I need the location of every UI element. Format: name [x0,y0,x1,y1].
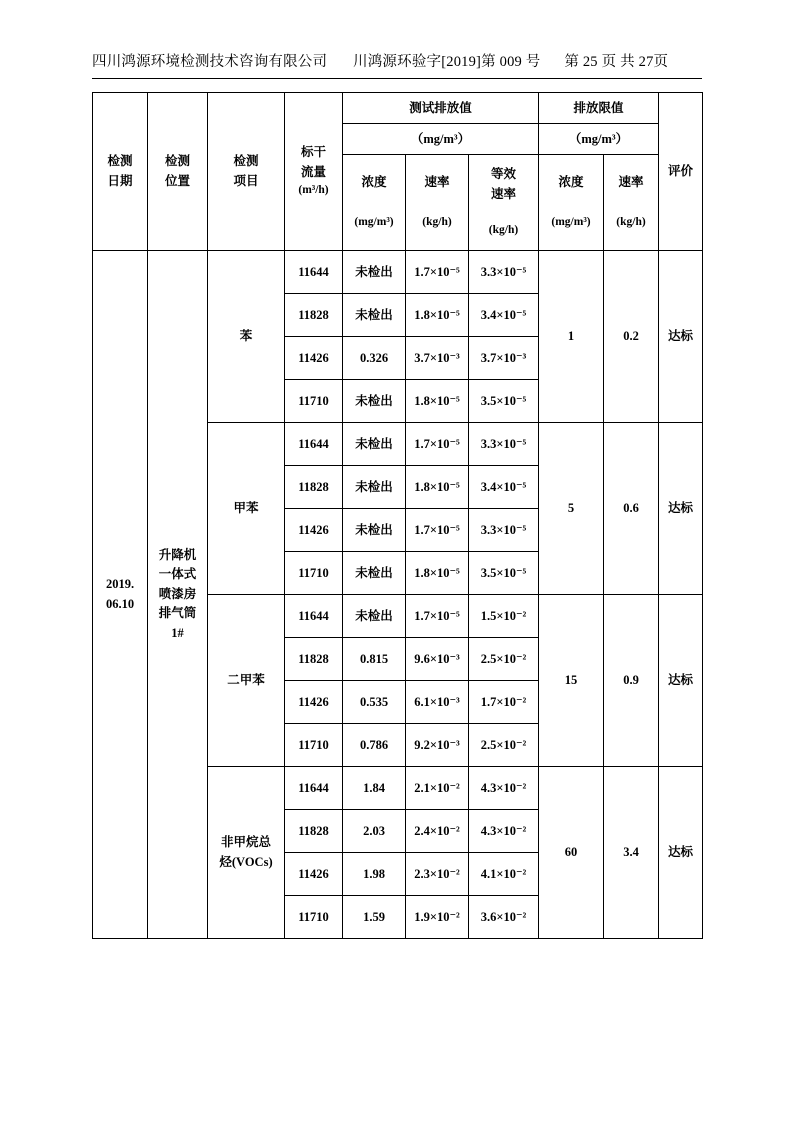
header-measured-group: 测试排放值 [343,93,539,124]
cell-rate: 1.8×10⁻⁵ [406,294,469,337]
header-measured-rate-unit: (kg/h) [422,216,452,229]
header-equivalent-rate-unit: (kg/h) [488,223,519,236]
cell-equiv-rate: 3.3×10⁻⁵ [469,251,539,294]
header-position [148,93,208,251]
header-limit-rate-label: 速率 [618,174,644,189]
cell-equiv-rate: 3.4×10⁻⁵ [469,294,539,337]
cell-equiv-rate: 3.5×10⁻⁵ [469,380,539,423]
cell-item-line-1: 二甲苯 [227,672,265,687]
cell-rate: 1.7×10⁻⁵ [406,423,469,466]
cell-rate: 6.1×10⁻³ [406,681,469,724]
header-limit-group-unit: （mg/m³） [539,124,659,155]
cell-flow: 11426 [285,509,343,552]
cell-limit-rate: 0.6 [604,423,659,595]
cell-conc: 1.84 [343,767,406,810]
header-flow-line2: 流量 [300,164,326,179]
cell-limit-rate: 0.2 [604,251,659,423]
cell-equiv-rate: 3.7×10⁻³ [469,337,539,380]
header-position-line1: 检测 [164,154,190,169]
header-date [93,93,148,251]
cell-conc: 未检出 [343,251,406,294]
cell-flow: 11828 [285,466,343,509]
cell-limit-conc: 5 [539,423,604,595]
cell-item-line-1: 苯 [239,328,253,343]
header-report-number: 川鸿源环验字[2019]第 009 号 [353,54,541,70]
cell-rate: 9.6×10⁻³ [406,638,469,681]
cell-date-line2: 06.10 [105,596,135,611]
cell-position-line-1: 升降机 [158,548,197,563]
header-limit-conc [539,155,604,251]
cell-flow: 11710 [285,896,343,939]
header-item-line1: 检测 [233,154,259,169]
cell-conc: 未检出 [343,423,406,466]
cell-rate: 1.7×10⁻⁵ [406,595,469,638]
header-limit-conc-unit: (mg/m³) [551,216,591,229]
cell-conc: 未检出 [343,380,406,423]
cell-conc: 0.815 [343,638,406,681]
cell-rate: 2.3×10⁻² [406,853,469,896]
cell-conc: 未检出 [343,509,406,552]
cell-equiv-rate: 3.5×10⁻⁵ [469,552,539,595]
cell-equiv-rate: 1.5×10⁻² [469,595,539,638]
table-row [93,251,703,294]
header-page-info: 第 25 页 共 27页 [564,54,669,70]
cell-rate: 3.7×10⁻³ [406,337,469,380]
cell-rate: 2.4×10⁻² [406,810,469,853]
table-body [93,251,703,939]
cell-position-line-5: 1# [171,625,184,640]
cell-limit-conc: 60 [539,767,604,939]
cell-conc: 未检出 [343,552,406,595]
cell-rate: 2.1×10⁻² [406,767,469,810]
cell-date [93,251,148,939]
cell-conc: 2.03 [343,810,406,853]
header-item [208,93,285,251]
cell-flow: 11426 [285,853,343,896]
header-date-line2: 日期 [107,173,133,188]
cell-rate: 1.8×10⁻⁵ [406,380,469,423]
cell-conc: 未检出 [343,294,406,337]
header-evaluation: 评价 [659,93,703,251]
cell-flow: 11426 [285,681,343,724]
header-date-line1: 检测 [107,154,133,169]
page-header [92,50,702,71]
cell-limit-conc: 15 [539,595,604,767]
cell-evaluation: 达标 [659,251,703,423]
cell-conc: 1.98 [343,853,406,896]
cell-position-line-3: 喷漆房 [158,586,197,601]
cell-conc: 0.326 [343,337,406,380]
cell-rate: 1.8×10⁻⁵ [406,552,469,595]
header-equivalent-rate-line1: 等效 [490,167,516,182]
header-flow-unit: (m³/h) [298,183,329,196]
cell-flow: 11426 [285,337,343,380]
cell-equiv-rate: 3.6×10⁻² [469,896,539,939]
cell-flow: 11710 [285,724,343,767]
cell-rate: 1.8×10⁻⁵ [406,466,469,509]
cell-conc: 未检出 [343,595,406,638]
header-divider [92,78,702,79]
cell-item [208,595,285,767]
cell-flow: 11828 [285,294,343,337]
header-limit-rate-unit: (kg/h) [616,216,646,229]
header-measured-conc-label: 浓度 [361,174,387,189]
cell-position [148,251,208,939]
header-measured-conc [343,155,406,251]
cell-flow: 11644 [285,423,343,466]
header-position-line2: 位置 [164,173,190,188]
cell-rate: 1.9×10⁻² [406,896,469,939]
cell-flow: 11644 [285,251,343,294]
cell-rate: 1.7×10⁻⁵ [406,509,469,552]
header-equivalent-rate [469,155,539,251]
cell-item [208,251,285,423]
cell-limit-rate: 3.4 [604,767,659,939]
cell-equiv-rate: 4.3×10⁻² [469,767,539,810]
cell-rate: 9.2×10⁻³ [406,724,469,767]
cell-item-line-1: 甲苯 [233,500,259,515]
cell-item-line-1: 非甲烷总 [220,835,271,850]
cell-date-line1: 2019. [105,577,135,592]
header-limit-rate [604,155,659,251]
cell-rate: 1.7×10⁻⁵ [406,251,469,294]
header-limit-conc-label: 浓度 [558,174,584,189]
cell-item [208,423,285,595]
cell-item-line-2: 烃(VOCs) [219,854,273,869]
header-measured-conc-unit: (mg/m³) [354,216,394,229]
cell-conc: 未检出 [343,466,406,509]
cell-evaluation: 达标 [659,767,703,939]
cell-limit-conc: 1 [539,251,604,423]
cell-flow: 11644 [285,767,343,810]
header-measured-rate-label: 速率 [424,174,450,189]
cell-evaluation: 达标 [659,595,703,767]
cell-evaluation: 达标 [659,423,703,595]
cell-flow: 11710 [285,380,343,423]
header-item-line2: 项目 [233,173,259,188]
cell-conc: 0.535 [343,681,406,724]
cell-equiv-rate: 2.5×10⁻² [469,724,539,767]
header-flow [285,93,343,251]
table-header [93,93,703,251]
header-measured-rate [406,155,469,251]
cell-equiv-rate: 4.3×10⁻² [469,810,539,853]
header-company: 四川鸿源环境检测技术咨询有限公司 [92,54,328,70]
cell-equiv-rate: 3.3×10⁻⁵ [469,509,539,552]
cell-position-line-2: 一体式 [158,567,197,582]
header-equivalent-rate-line2: 速率 [490,186,516,201]
cell-position-line-4: 排气筒 [158,606,197,621]
cell-flow: 11828 [285,810,343,853]
header-row-1 [93,93,703,124]
cell-equiv-rate: 3.3×10⁻⁵ [469,423,539,466]
emissions-table [92,92,703,939]
cell-equiv-rate: 1.7×10⁻² [469,681,539,724]
header-flow-line1: 标干 [300,145,326,160]
cell-item [208,767,285,939]
cell-limit-rate: 0.9 [604,595,659,767]
cell-conc: 1.59 [343,896,406,939]
cell-equiv-rate: 4.1×10⁻² [469,853,539,896]
cell-flow: 11828 [285,638,343,681]
cell-flow: 11710 [285,552,343,595]
header-limit-group: 排放限值 [539,93,659,124]
cell-equiv-rate: 2.5×10⁻² [469,638,539,681]
cell-flow: 11644 [285,595,343,638]
cell-equiv-rate: 3.4×10⁻⁵ [469,466,539,509]
header-measured-group-unit: （mg/m³） [343,124,539,155]
cell-conc: 0.786 [343,724,406,767]
